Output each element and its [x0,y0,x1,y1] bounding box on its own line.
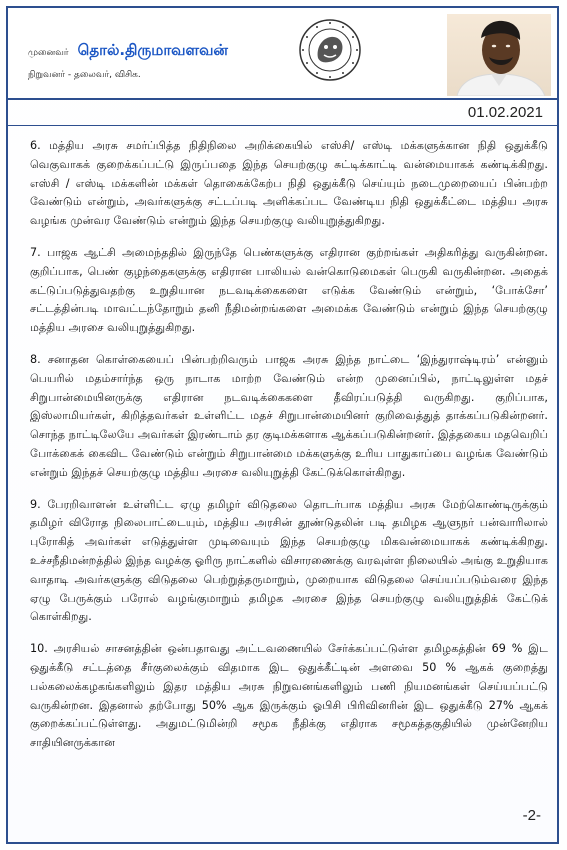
leader-photo [447,14,551,96]
document-date: 01.02.2021 [467,104,543,121]
resolution-paragraph-7: 7. பாஜக ஆட்சி அமைந்ததில் இருந்தே பெண்களுக்கு எதிரான குற்றங்கள் அதிகரித்து வருகின்றன. குறிப்பாக, பெண் குழந்தைகளுக்கு எதிரான பாலியல் வன்கொடுமைகள் பெருகி வருகின்றன. அதைக் கட்டுப்படுத்துவதற்கு உறுதியான நடவடிக்கைகளை எடுக்க வேண்டும் என்றும், ‘போக்சோ’ சட்டத்தின்படி மாவட்டந்தோறும் தனி நீதிமன்றங்களை அமைக்க வேண்டும் என்றும் இந்த செயற்குழு மத்திய அரசை வலியுறுத்துகிறது. [30,245,548,335]
date-divider [8,125,557,126]
resolution-paragraph-9: 9. பேரறிவாளன் உள்ளிட்ட ஏழு தமிழர் விடுதலை தொடர்பாக மத்திய அரசு மேற்கொண்டிருக்கும் தமிழர் விரோத நிலைபாட்டையும், மத்திய அரசின் தூண்டுதலின் படி தமிழக ஆளுநர் பன்வாரிலால் புரோகித் அவர்கள் எடுத்துள்ள முடிவையும் இந்த செயற்குழு மிகவன்மையாகக் கண்டிக்கிறது. உச்சநீதிமன்றத்தில் இந்த வழக்கு ஓரிரு நாட்களில் விசாரணைக்கு வரவுள்ள நிலையில் அங்கு உறுதியாக வாதாடி அவர்களுக்கு விடுதலை பெற்றுத்தருமாறும், முறையாக விடுதலை செய்யப்படும்வரை இந்த ஏழு பேருக்கும் பரோல் வழங்குமாறும் தமிழக அரசை இந்த செயற்குழு வலியுறுத்திக் கேட்டுக் கொள்கிறது. [30,497,548,624]
resolution-paragraph-8: 8. சனாதன கொள்கையைப் பின்பற்றிவரும் பாஜக அரசு இந்த நாட்டை ‘இந்துராஷ்டிரம்’ என்னும் பெயரில் மதம்சார்ந்த ஒரு நாடாக மாற்ற வேண்டும் என்ற முனைப்பில், நாட்டிலுள்ள மதச் சிறுபான்மையினருக்கு எதிரான நடவடிக்கைகளை தீவிரப்படுத்தி வருகிறது. குறிப்பாக, இஸ்லாமியர்கள், கிறித்தவர்கள் உள்ளிட்ட மதச் சிறுபான்மையினர் குறிவைத்துத் தாக்கப்படுகின்றனர். சொந்த நாட்டிலேயே அவர்கள் இரண்டாம் தர குடிமக்களாக ஆக்கப்படுகின்றனர். இத்தகைய மதவெறிப் போக்கைக் கைவிட வேண்டும் என்றும் சிறுபான்மை மக்களுக்கு உரிய பாதுகாப்பை வழங்க வேண்டும் என்றும் இந்தச் செயற்குழு மத்திய அரசை வலியுறுத்தி கேட்டுக்கொள்கிறது. [30,352,548,479]
statement-body [30,137,548,766]
party-seal-logo [298,18,362,82]
letterhead [8,8,557,100]
resolution-paragraph-6: 6. மத்திய அரசு சமர்ப்பித்த நிதிநிலை அறிக்கையில் எஸ்சி/ எஸ்டி மக்களுக்கான நிதி ஒதுக்கீடு வெகுவாகக் குறைக்கப்பட்டு இருப்பதை இந்த செயற்குழு சுட்டிக்காட்டி வன்மையாகக் கண்டிக்கிறது. எஸ்சி / எஸ்டி மக்களின் மக்கள் தொகைக்கேற்ப நிதி ஒதுக்கீடு செய்யும் நடைமுறையைப் பின்பற்ற வேண்டும் என்றும், அவர்களுக்கு சட்டப்படி அளிக்கப்பட வேண்டிய நிதி ஒதுக்கீட்டை மத்திய அரசு வழங்க முன்வர வேண்டும் என்றும் இந்த செயற்குழு வலியுறுத்துகிறது. [30,139,548,228]
page-frame [6,6,559,844]
header-divider [8,98,557,100]
leader-title [28,40,228,61]
resolution-paragraph-10: 10. அரசியல் சாசனத்தின் ஒன்பதாவது அட்டவணையில் சேர்க்கப்பட்டுள்ள தமிழகத்தின் 69 % இட ஒதுக்கீடு சட்டத்தை சீர்குலைக்கும் விதமாக இட ஒதுக்கீட்டின் அளவை 50 % ஆகக் குறைத்து பல்கலைக்கழகங்களிலும் இதர மத்திய அரசு நிறுவனங்களிலும் பணி நியமனங்கள் செய்யப்பட்டு வருகின்றன. இதனால் தற்போது 50% ஆக இருக்கும் ஓபிசி பிரிவினரின் இட ஒதுக்கீடு 27% ஆகக் குறைக்கப்பட்டுள்ளது. அதுமட்டுமின்றி சமூக நீதிக்கு எதிராக சமூகத்தகுதியில் முன்னேறிய சாதியினருக்கான [30,642,548,750]
portrait-image [447,14,551,96]
page-number: -2- [522,807,541,824]
leader-designation: நிறுவனர் - தலைவர், விசிக. [28,70,141,80]
leader-name: தொல்.திருமாவளவன் [77,41,228,59]
title-prefix: முனைவர் [28,48,69,58]
